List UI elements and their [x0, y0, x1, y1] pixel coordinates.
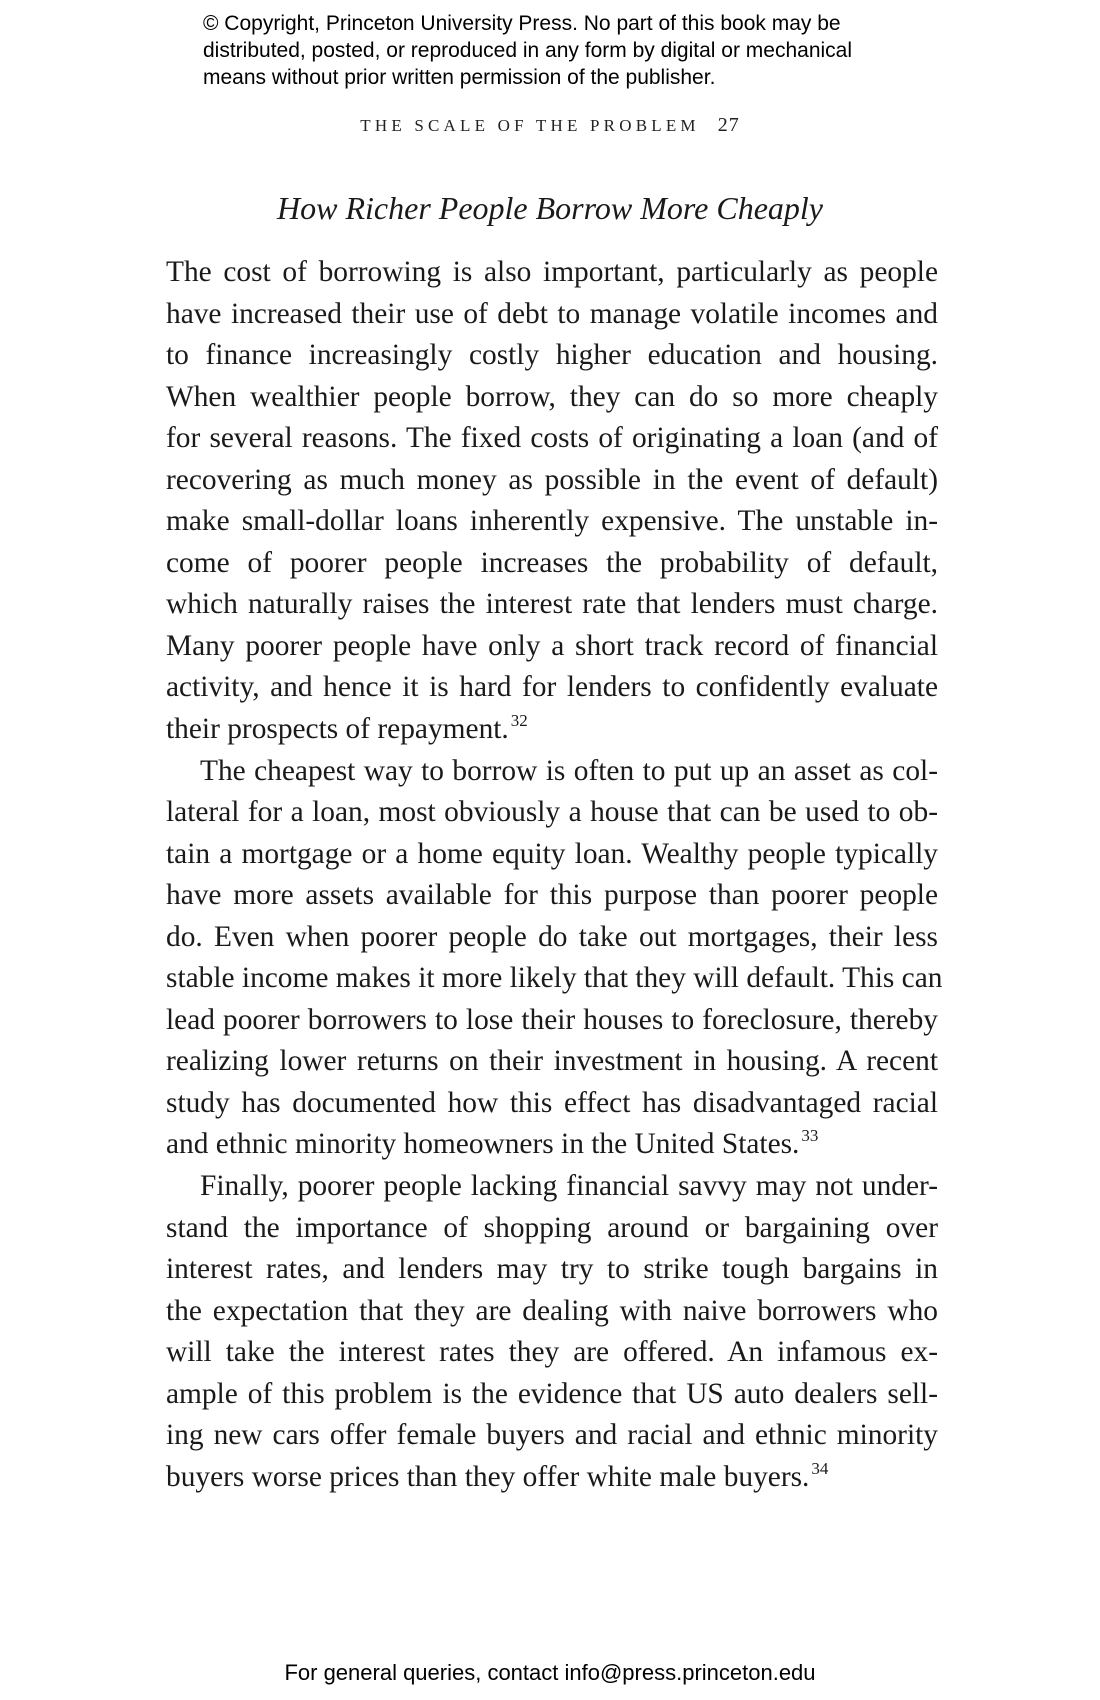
text-line-last [166, 1457, 938, 1499]
text-line: lateral for a loan, most obviously a house that can be used to ob- [166, 796, 938, 829]
text-line-last [166, 709, 938, 751]
text-line: the expectation that they are dealing with naive borrowers who [166, 1294, 938, 1327]
paragraph-1 [166, 252, 938, 751]
text-line: have increased their use of debt to manage volatile incomes and [166, 297, 938, 330]
page-number: 27 [717, 114, 740, 136]
text-line: study has documented how this effect has disadvantaged racial [166, 1086, 938, 1119]
text-line: When wealthier people borrow, they can do so more cheaply [166, 380, 938, 413]
text-line: come of poorer people increases the probability of default, [166, 546, 938, 579]
text-line: for several reasons. The fixed costs of originating a loan (and of [166, 422, 938, 455]
text-line: ample of this problem is the evidence that US auto dealers sell- [166, 1377, 938, 1410]
text-line: and ethnic minority homeowners in the United States. [166, 1128, 800, 1161]
running-head [0, 114, 1100, 137]
running-head-title: THE SCALE OF THE PROBLEM [360, 116, 700, 135]
text-line: The cost of borrowing is also important, particularly as people [166, 256, 938, 288]
copyright-line: means without prior written permission of the publisher. [203, 66, 716, 89]
text-line: realizing lower returns on their investment in housing. A recent [166, 1045, 938, 1078]
text-line: lead poorer borrowers to lose their houses to foreclosure, thereby [166, 1003, 938, 1036]
text-line: make small-dollar loans inherently expensive. The unstable in- [166, 505, 938, 538]
text-line-last [166, 1124, 938, 1166]
footer-contact: For general queries, contact info@press.princeton.edu [284, 1660, 816, 1685]
copyright-line: distributed, posted, or reproduced in any form by digital or mechanical [203, 39, 853, 62]
text-line: which naturally raises the interest rate that lenders must charge. [166, 588, 938, 621]
text-line: do. Even when poorer people do take out mortgages, their less [166, 920, 938, 953]
text-line: The cheapest way to borrow is often to put up an asset as col- [200, 754, 938, 787]
footnote-ref[interactable]: 34 [811, 1458, 829, 1478]
text-line: Many poorer people have only a short track record of financial [166, 629, 938, 662]
footnote-ref[interactable]: 33 [801, 1126, 819, 1146]
text-line: their prospects of repayment. [166, 713, 509, 746]
paragraph-3 [166, 1166, 938, 1498]
text-line: buyers worse prices than they offer white male buyers. [166, 1460, 810, 1493]
text-line: to finance increasingly costly higher education and housing. [166, 339, 938, 372]
text-line: Finally, poorer people lacking financial savvy may not under- [200, 1170, 938, 1203]
copyright-line: © Copyright, Princeton University Press. No part of this book may be [203, 12, 841, 35]
text-line: will take the interest rates they are offered. An infamous ex- [166, 1336, 938, 1369]
text-line: stand the importance of shopping around or bargaining over [166, 1211, 938, 1244]
text-line: tain a mortgage or a home equity loan. Wealthy people typically [166, 837, 938, 870]
text-line: have more assets available for this purpose than poorer people [166, 879, 938, 912]
text-line: stable income makes it more likely that they will default. This can [166, 962, 943, 995]
body-text [166, 252, 943, 1498]
text-line: interest rates, and lenders may try to strike tough bargains in [166, 1253, 938, 1286]
text-line: ing new cars offer female buyers and racial and ethnic minority [166, 1419, 938, 1452]
copyright-notice [203, 10, 923, 91]
text-line: activity, and hence it is hard for lenders to confidently evaluate [166, 671, 938, 704]
section-heading: How Richer People Borrow More Cheaply [277, 190, 823, 226]
text-line: recovering as much money as possible in the event of default) [166, 463, 938, 496]
footnote-ref[interactable]: 32 [510, 711, 528, 731]
paragraph-2 [166, 751, 943, 1166]
